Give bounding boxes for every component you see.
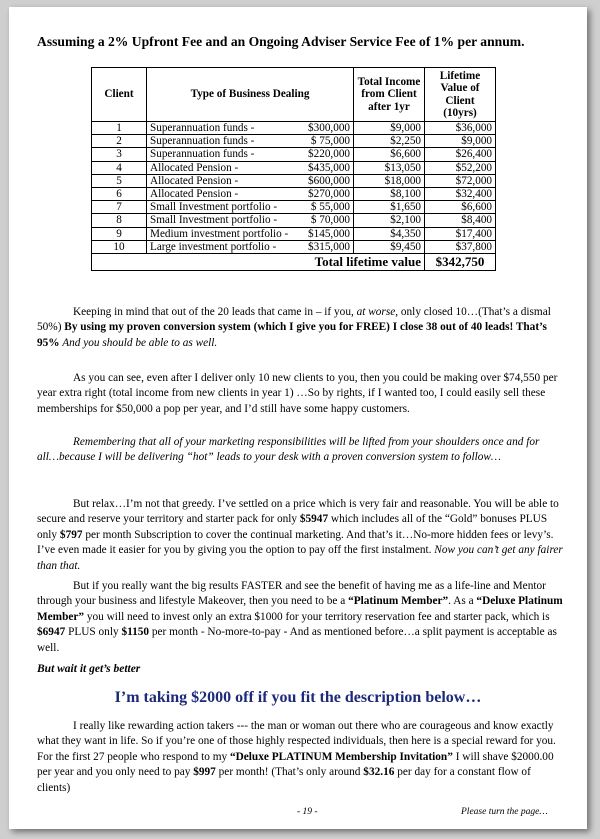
cell-income: $18,000: [354, 174, 425, 187]
p1-bold: By using my proven conversion system (which I give you for FREE) I close 38 out of 40 leads! That’s 95%: [37, 321, 547, 349]
cell-amount: $ 75,000: [298, 135, 354, 148]
cell-client: 5: [92, 174, 147, 187]
table-row: [92, 148, 496, 161]
table-row: [92, 188, 496, 201]
cell-client: 10: [92, 240, 147, 253]
table-row: [92, 135, 496, 148]
cell-amount: $300,000: [298, 122, 354, 135]
cell-income: $9,450: [354, 240, 425, 253]
table-row: [92, 240, 496, 253]
table-row: [92, 174, 496, 187]
page-number: - 19 -: [297, 807, 318, 817]
table-body: [92, 122, 496, 271]
income-table: [91, 67, 496, 271]
cell-client: 3: [92, 148, 147, 161]
table-row: [92, 214, 496, 227]
table-row: [92, 201, 496, 214]
cell-income: $13,050: [354, 161, 425, 174]
cell-lifetime: $17,400: [425, 227, 496, 240]
header-client: Client: [92, 68, 147, 122]
cell-income: $8,100: [354, 188, 425, 201]
paragraph-reward: [37, 719, 563, 796]
cell-type: Superannuation funds -: [147, 122, 299, 135]
cell-client: 4: [92, 161, 147, 174]
p6-invitation: “Deluxe PLATINUM Membership Invitation”: [229, 750, 453, 763]
table-row: [92, 227, 496, 240]
table-row: [92, 122, 496, 135]
p5-text-4: PLUS only: [65, 626, 122, 639]
cell-type: Allocated Pension -: [147, 161, 299, 174]
paragraph-price: [37, 497, 563, 574]
p4-price: $5947: [299, 513, 329, 526]
p3-italic: Remembering that all of your marketing responsibilities will be lifted from your shoulders once and for all…because I will be delivering “hot” leads to your desk with a proven conversion system to follow…: [37, 436, 540, 464]
p6-text: I really like rewarding action takers --- the man or woman out there who are courageous and know exactly what they want in life. So if you’re one of those highly respected individuals, then here is a special reward for you. For the first 27 people who respond to my: [37, 720, 556, 763]
cell-type: Small Investment portfolio -: [147, 201, 299, 214]
cell-income: $9,000: [354, 122, 425, 135]
p5-text: But if you really want the big results FASTER and see the benefit of having me as a life-line and Mentor through your business and lifestyle Makeover, then you need to be a: [37, 580, 546, 608]
cell-income: $2,250: [354, 135, 425, 148]
cell-amount: $ 55,000: [298, 201, 354, 214]
cell-client: 9: [92, 227, 147, 240]
cell-amount: $220,000: [298, 148, 354, 161]
cell-lifetime: $8,400: [425, 214, 496, 227]
cell-amount: $145,000: [298, 227, 354, 240]
p5-price: $6947: [37, 626, 66, 639]
paragraph-conversion: [37, 305, 563, 351]
p4-text-2: which includes all of the “Gold” bonuses PLUS only: [37, 513, 548, 541]
cell-type: Small Investment portfolio -: [147, 214, 299, 227]
p6-text-2: I will shave $2000.00 per year and you only need to pay: [37, 750, 554, 779]
cell-lifetime: $72,000: [425, 174, 496, 187]
cell-lifetime: $6,600: [425, 201, 496, 214]
table-header-row: [92, 68, 496, 122]
header-type: Type of Business Dealing: [147, 68, 354, 122]
cell-lifetime: $32,400: [425, 188, 496, 201]
p5-text-2: . As a: [448, 595, 477, 608]
p5-deluxe: “Deluxe Platinum Member”: [37, 595, 563, 623]
cell-type: Allocated Pension -: [147, 188, 299, 201]
cell-lifetime: $36,000: [425, 122, 496, 135]
p5-platinum: “Platinum Member”: [348, 595, 449, 608]
cell-type: Large investment portfolio -: [147, 240, 299, 253]
p1-text: Keeping in mind that out of the 20 leads that came in – if you,: [73, 306, 357, 318]
cell-type: Allocated Pension -: [147, 174, 299, 187]
subheading-better: But wait it get’s better: [37, 663, 141, 675]
cell-income: $1,650: [354, 201, 425, 214]
cell-client: 7: [92, 201, 147, 214]
cell-lifetime: $26,400: [425, 148, 496, 161]
page-heading: Assuming a 2% Upfront Fee and an Ongoing Adviser Service Fee of 1% per annum.: [37, 34, 525, 49]
document-page: [9, 7, 587, 829]
p5-monthly: $1150: [121, 626, 150, 639]
cell-amount: $ 70,000: [298, 214, 354, 227]
cell-amount: $270,000: [298, 188, 354, 201]
p5-text-3: you will need to invest only an extra $1000 for your territory reservation fee and starter pack, which is: [84, 610, 550, 623]
p6-text-3: per month! (That’s only around: [215, 766, 364, 779]
paragraph-platinum: [37, 579, 563, 656]
cell-amount: $435,000: [298, 161, 354, 174]
table-total-row: [92, 254, 496, 271]
cell-income: $4,350: [354, 227, 425, 240]
header-income: Total Income from Client after 1yr: [354, 68, 425, 122]
table-row: [92, 161, 496, 174]
cell-type: Medium investment portfolio -: [147, 227, 299, 240]
p5-text-5: per month - No-more-to-pay - And as mentioned before…a split payment is acceptable as well.: [37, 626, 557, 654]
header-lifetime: Lifetime Value of Client (10yrs): [425, 68, 496, 122]
p1-text-2: , only closed 10…(That’s a dismal 50%): [37, 306, 551, 334]
offer-heading: I’m taking $2000 off if you fit the description below…: [114, 689, 482, 706]
cell-lifetime: $9,000: [425, 135, 496, 148]
cell-client: 2: [92, 135, 147, 148]
cell-client: 1: [92, 122, 147, 135]
cell-type: Superannuation funds -: [147, 135, 299, 148]
paragraph-responsibilities: [37, 435, 563, 466]
p6-monthly: $997: [193, 766, 216, 779]
p1-italic-2: And you should be able to as well.: [59, 336, 218, 349]
total-value: $342,750: [425, 254, 496, 271]
cell-client: 8: [92, 214, 147, 227]
p2-text: As you can see, even after I deliver only 10 new clients to you, then you could be making over $74,550 per year extra right (total income from new clients in year 1) …So by rights, if I wanted too, I could easily sell these memberships for $50,000 a pop per year, and I’d still have some happy customers.: [37, 372, 558, 415]
p6-text-4: per day for a constant flow of clients): [37, 766, 531, 794]
turn-page-note: Please turn the page…: [461, 807, 548, 817]
p4-text: But relax…I’m not that greedy. I’ve settled on a price which is very fair and reasonable. You will be able to secure and reserve your territory and starter pack for only: [37, 498, 559, 526]
p6-daily: $32.16: [363, 766, 395, 779]
cell-lifetime: $37,800: [425, 240, 496, 253]
cell-income: $2,100: [354, 214, 425, 227]
cell-type: Superannuation funds -: [147, 148, 299, 161]
total-label: Total lifetime value: [92, 254, 425, 271]
p4-italic: Now you can’t get any fairer than that.: [37, 544, 563, 572]
cell-income: $6,600: [354, 148, 425, 161]
cell-amount: $600,000: [298, 174, 354, 187]
p4-monthly: $797: [59, 528, 83, 541]
cell-client: 6: [92, 188, 147, 201]
cell-amount: $315,000: [298, 240, 354, 253]
p1-italic: at worse: [356, 306, 396, 318]
p4-text-3: per month Subscription to cover the continual marketing. And that’s it…No-more hidden fees or levy’s. I’ve even made it easier for you by giving you the option to pay off the first instalment.: [37, 528, 554, 557]
paragraph-earnings: [37, 371, 563, 417]
cell-lifetime: $52,200: [425, 161, 496, 174]
